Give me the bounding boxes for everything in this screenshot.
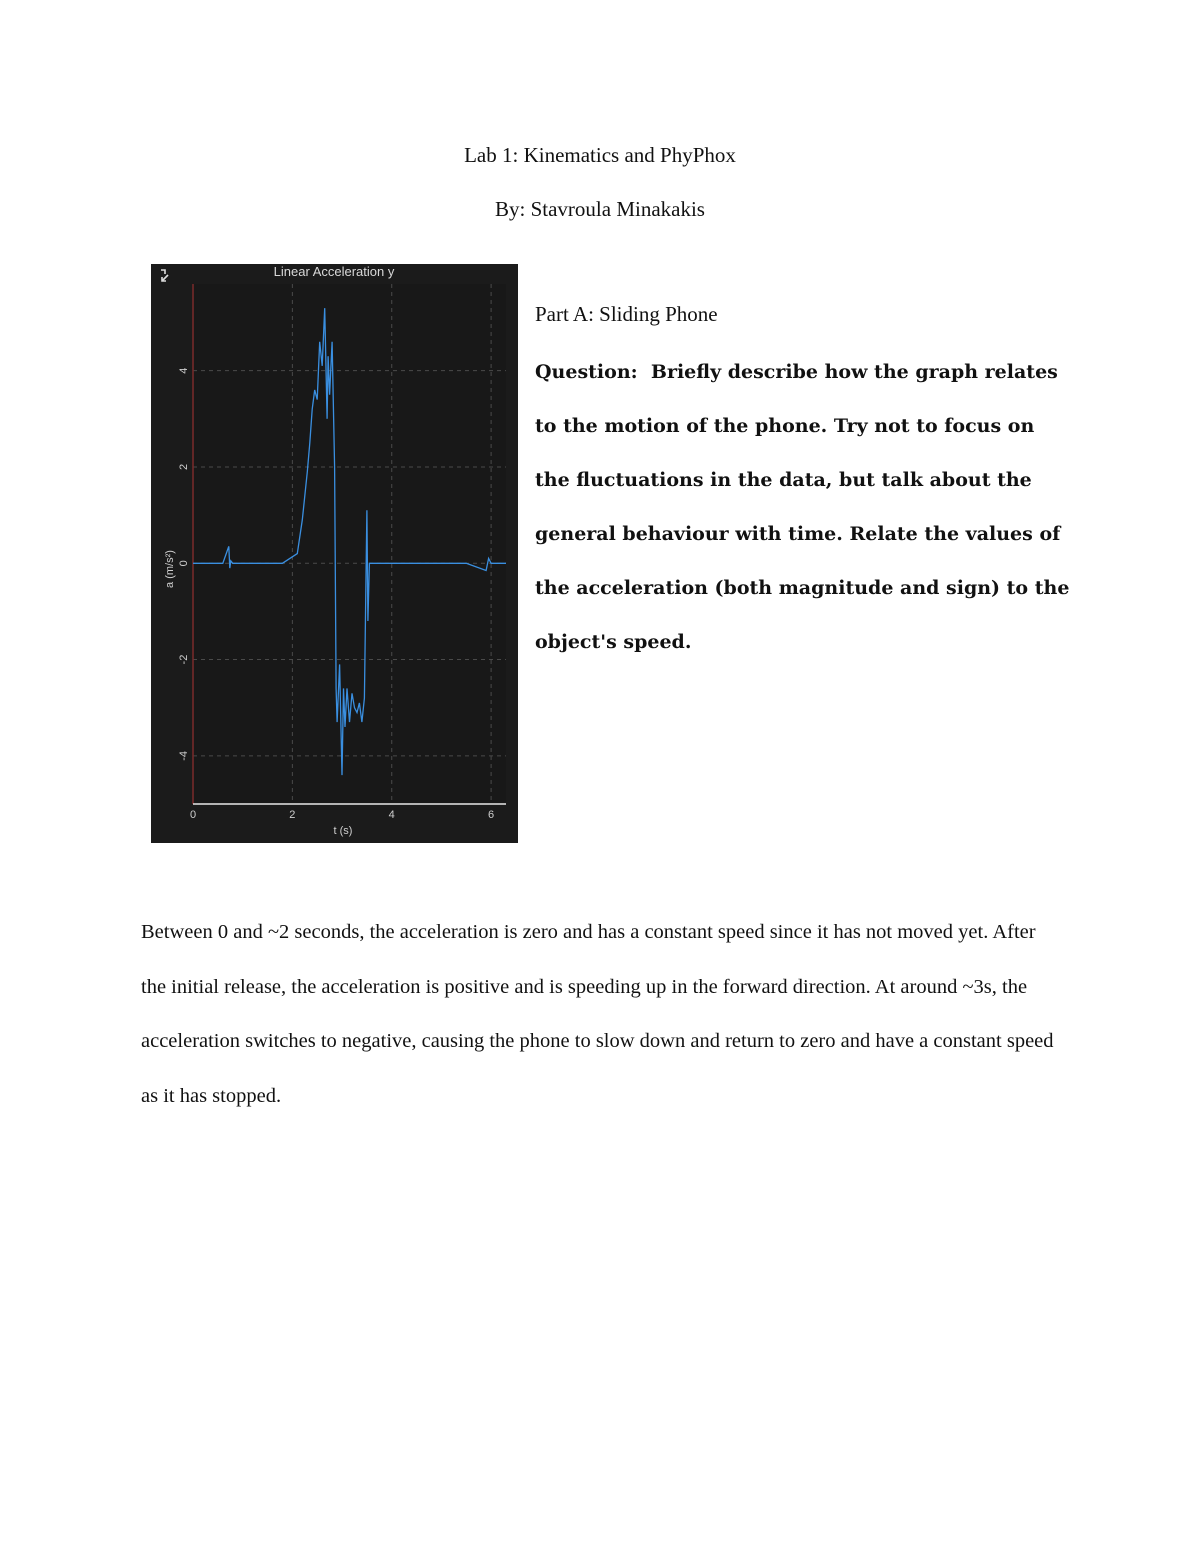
x-tick-label: 4 xyxy=(388,809,395,821)
x-tick-label: 6 xyxy=(488,809,495,821)
question-panel xyxy=(535,302,1095,669)
plot-area xyxy=(193,284,506,804)
x-axis-label: t (s) xyxy=(333,825,353,837)
chart-svg xyxy=(151,264,518,843)
y-tick-label: -2 xyxy=(178,654,190,665)
expand-icon[interactable] xyxy=(161,270,169,281)
chart-grid xyxy=(193,284,506,804)
question-block xyxy=(535,345,1070,669)
y-tick-label: 0 xyxy=(178,560,190,567)
question-prefix: Question: xyxy=(535,361,638,383)
x-tick-label: 0 xyxy=(189,809,197,821)
chart-title: Linear Acceleration y xyxy=(273,264,395,279)
question-text: Briefly describe how the graph relates to the motion of the phone. Try not to focus on the fluctuations in the data, but talk about the general behaviour with time. Relate the values of the acceleration (both magnitude and sign) to the object's speed. xyxy=(535,361,1070,653)
y-axis-label: a (m/s²) xyxy=(164,550,176,588)
y-tick-label: 2 xyxy=(178,463,190,471)
answer-paragraph: Between 0 and ~2 seconds, the acceleration is zero and has a constant speed since it has not moved yet. After the initial release, the acceleration is positive and is speeding up in the forward direction. At around ~3s, the acceleration switches to negative, causing the phone to slow down and return to zero and have a constant speed as it has stopped. xyxy=(141,921,1054,1107)
acceleration-chart xyxy=(151,264,518,843)
y-tick-label: 4 xyxy=(178,367,190,374)
author-byline: By: Stavroula Minakakis xyxy=(495,197,705,221)
y-tick-label: -4 xyxy=(178,750,190,761)
x-tick-label: 2 xyxy=(289,809,296,821)
part-heading: Part A: Sliding Phone xyxy=(535,302,718,326)
document-title: Lab 1: Kinematics and PhyPhox xyxy=(464,143,736,167)
